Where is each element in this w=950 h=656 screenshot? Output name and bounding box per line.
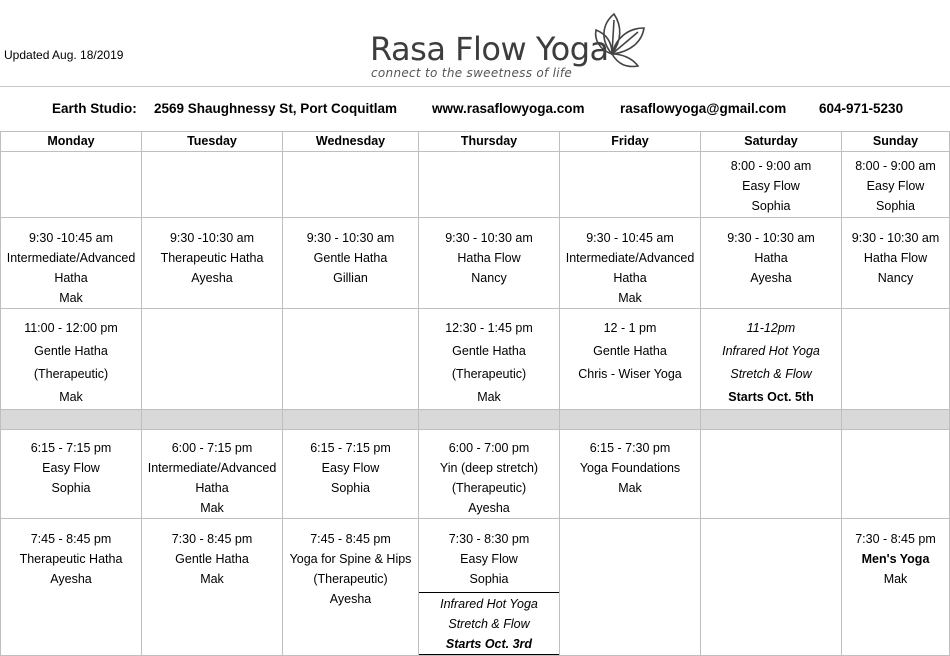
divider-cell [701, 410, 842, 430]
day-header: Sunday [842, 132, 950, 152]
class-line: Hatha [754, 251, 788, 265]
empty-cell [283, 309, 419, 410]
class-line: 12 - 1 pm [603, 321, 657, 335]
class-line: Gentle Hatha [175, 552, 249, 566]
class-cell [1, 519, 142, 656]
class-line: Ayesha [50, 572, 92, 586]
email-link[interactable]: rasaflowyoga@gmail.com [620, 101, 787, 116]
class-line: Gillian [333, 271, 368, 285]
empty-cell [701, 430, 842, 519]
class-line: Easy Flow [742, 179, 800, 193]
class-line: Sophia [751, 199, 791, 213]
divider-cell [142, 410, 283, 430]
class-cell [419, 430, 560, 519]
divider-cell [419, 410, 560, 430]
class-line: Easy Flow [460, 552, 518, 566]
class-line: 9:30 - 10:30 am [851, 231, 940, 245]
row-midday [1, 309, 950, 410]
class-line: (Therapeutic) [313, 572, 388, 586]
class-line: Starts Oct. 5th [728, 390, 814, 404]
class-line: Gentle Hatha [34, 344, 108, 358]
class-line: Hatha [195, 481, 229, 495]
afternoon-divider-row [1, 410, 950, 430]
day-header: Wednesday [283, 132, 419, 152]
class-line: 7:30 - 8:45 pm [171, 532, 253, 546]
class-line: 9:30 - 10:30 am [306, 231, 395, 245]
class-line: Gentle Hatha [452, 344, 526, 358]
class-cell [419, 309, 560, 410]
logo-title: Rasa Flow Yoga [370, 30, 609, 68]
empty-cell [1, 152, 142, 218]
empty-cell [701, 519, 842, 656]
class-line: Chris - Wiser Yoga [578, 367, 682, 381]
class-line: Hatha [54, 271, 88, 285]
class-line: Yoga Foundations [579, 461, 681, 475]
infrared-hot-yoga-box [419, 592, 560, 655]
class-line: Ayesha [329, 592, 372, 606]
class-line: 8:00 - 9:00 am [855, 159, 936, 173]
class-line: Ayesha [468, 501, 510, 515]
empty-cell [560, 519, 701, 656]
class-cell [701, 152, 842, 218]
class-line: 6:15 - 7:15 pm [310, 441, 391, 455]
class-cell [283, 218, 419, 309]
row-morning [1, 218, 950, 309]
row-evening-late [1, 519, 950, 656]
class-line: Sophia [51, 481, 91, 495]
class-line: 7:30 - 8:30 pm [448, 532, 530, 546]
class-line: Mak [618, 291, 642, 305]
class-cell [842, 519, 950, 656]
class-line: Nancy [877, 271, 914, 285]
phone-number: 604-971-5230 [819, 101, 904, 116]
class-line: Men's Yoga [861, 552, 930, 566]
row-evening-early [1, 430, 950, 519]
class-line: Mak [59, 291, 83, 305]
empty-cell [842, 309, 950, 410]
empty-cell [842, 430, 950, 519]
class-line: Easy Flow [42, 461, 100, 475]
class-line: 12:30 - 1:45 pm [445, 321, 533, 335]
class-line: Sophia [331, 481, 370, 495]
class-line: 9:30 - 10:45 am [586, 231, 674, 245]
class-line: Hatha Flow [863, 251, 928, 265]
row-early-morning [1, 152, 950, 218]
studio-label: Earth Studio: [52, 101, 137, 116]
empty-cell [283, 152, 419, 218]
divider-cell [560, 410, 701, 430]
class-cell [142, 430, 283, 519]
class-line: Infrared Hot Yoga [722, 344, 820, 358]
class-line: 11:00 - 12:00 pm [24, 321, 118, 335]
class-line: 7:30 - 8:45 pm [855, 532, 936, 546]
class-line: Starts Oct. 3rd [445, 637, 533, 651]
day-header-row [1, 132, 950, 152]
class-line: Gentle Hatha [593, 344, 667, 358]
class-cell [283, 430, 419, 519]
class-cell [701, 309, 842, 410]
class-line: Mak [618, 481, 642, 495]
class-line: Ayesha [191, 271, 233, 285]
lotus-leaf-icon [592, 10, 648, 68]
class-line: 9:30 -10:30 am [169, 231, 255, 245]
brand-logo [370, 10, 660, 82]
class-cell [1, 309, 142, 410]
empty-cell [142, 309, 283, 410]
header-divider [0, 86, 950, 87]
class-line: Infrared Hot Yoga [440, 597, 538, 611]
empty-cell [419, 152, 560, 218]
class-line: Easy Flow [866, 179, 925, 193]
class-line: 9:30 - 10:30 am [727, 231, 815, 245]
class-cell [701, 218, 842, 309]
class-cell [560, 218, 701, 309]
class-line: 6:15 - 7:30 pm [589, 441, 671, 455]
class-line: Therapeutic Hatha [19, 552, 123, 566]
class-line: Yoga for Spine & Hips [289, 552, 412, 566]
divider-cell [283, 410, 419, 430]
divider-cell [842, 410, 950, 430]
class-line: (Therapeutic) [451, 367, 527, 381]
class-line: 6:00 - 7:00 pm [448, 441, 530, 455]
class-line: Mak [59, 390, 83, 404]
class-cell [419, 218, 560, 309]
class-line: Hatha Flow [457, 251, 521, 265]
class-cell [842, 152, 950, 218]
website-link[interactable]: www.rasaflowyoga.com [432, 101, 585, 116]
class-line: 9:30 - 10:30 am [445, 231, 533, 245]
class-line: Therapeutic Hatha [160, 251, 264, 265]
day-header: Monday [1, 132, 142, 152]
divider-cell [1, 410, 142, 430]
class-line: Intermediate/Advanced [565, 251, 695, 265]
class-line: Ayesha [750, 271, 792, 285]
class-line: Sophia [469, 572, 509, 586]
empty-cell [142, 152, 283, 218]
class-line: 8:00 - 9:00 am [730, 159, 812, 173]
day-header: Thursday [419, 132, 560, 152]
class-cell [419, 519, 560, 656]
studio-address: 2569 Shaughnessy St, Port Coquitlam [154, 101, 398, 116]
class-line: Easy Flow [321, 461, 380, 475]
class-line: Mak [883, 572, 908, 586]
class-cell [142, 519, 283, 656]
class-line: 9:30 -10:45 am [28, 231, 114, 245]
class-line: 6:00 - 7:15 pm [171, 441, 253, 455]
empty-cell [560, 152, 701, 218]
class-cell [560, 309, 701, 410]
class-line: Intermediate/Advanced [147, 461, 277, 475]
class-line: 6:15 - 7:15 pm [30, 441, 112, 455]
class-line: (Therapeutic) [33, 367, 109, 381]
day-header: Tuesday [142, 132, 283, 152]
updated-date: Updated Aug. 18/2019 [4, 48, 124, 62]
class-line: Mak [200, 501, 224, 515]
schedule-table [0, 131, 950, 656]
day-header: Friday [560, 132, 701, 152]
class-line: Nancy [471, 271, 507, 285]
class-cell [1, 218, 142, 309]
class-line: 7:45 - 8:45 pm [310, 532, 391, 546]
class-line: Intermediate/Advanced [6, 251, 136, 265]
class-line: Yin (deep stretch) [439, 461, 539, 475]
class-line: Hatha [613, 271, 647, 285]
day-header: Saturday [701, 132, 842, 152]
logo-tagline: connect to the sweetness of life [371, 66, 573, 80]
class-cell [283, 519, 419, 656]
class-cell [560, 430, 701, 519]
class-line: Gentle Hatha [313, 251, 388, 265]
class-line: 11-12pm [746, 321, 796, 335]
class-line: (Therapeutic) [451, 481, 527, 495]
class-line: Mak [477, 390, 501, 404]
class-cell [842, 218, 950, 309]
class-line: Mak [200, 572, 224, 586]
class-line: Stretch & Flow [730, 367, 812, 381]
class-line: Stretch & Flow [448, 617, 530, 631]
class-line: Sophia [876, 199, 915, 213]
class-cell [1, 430, 142, 519]
class-line: 7:45 - 8:45 pm [30, 532, 112, 546]
class-cell [142, 218, 283, 309]
